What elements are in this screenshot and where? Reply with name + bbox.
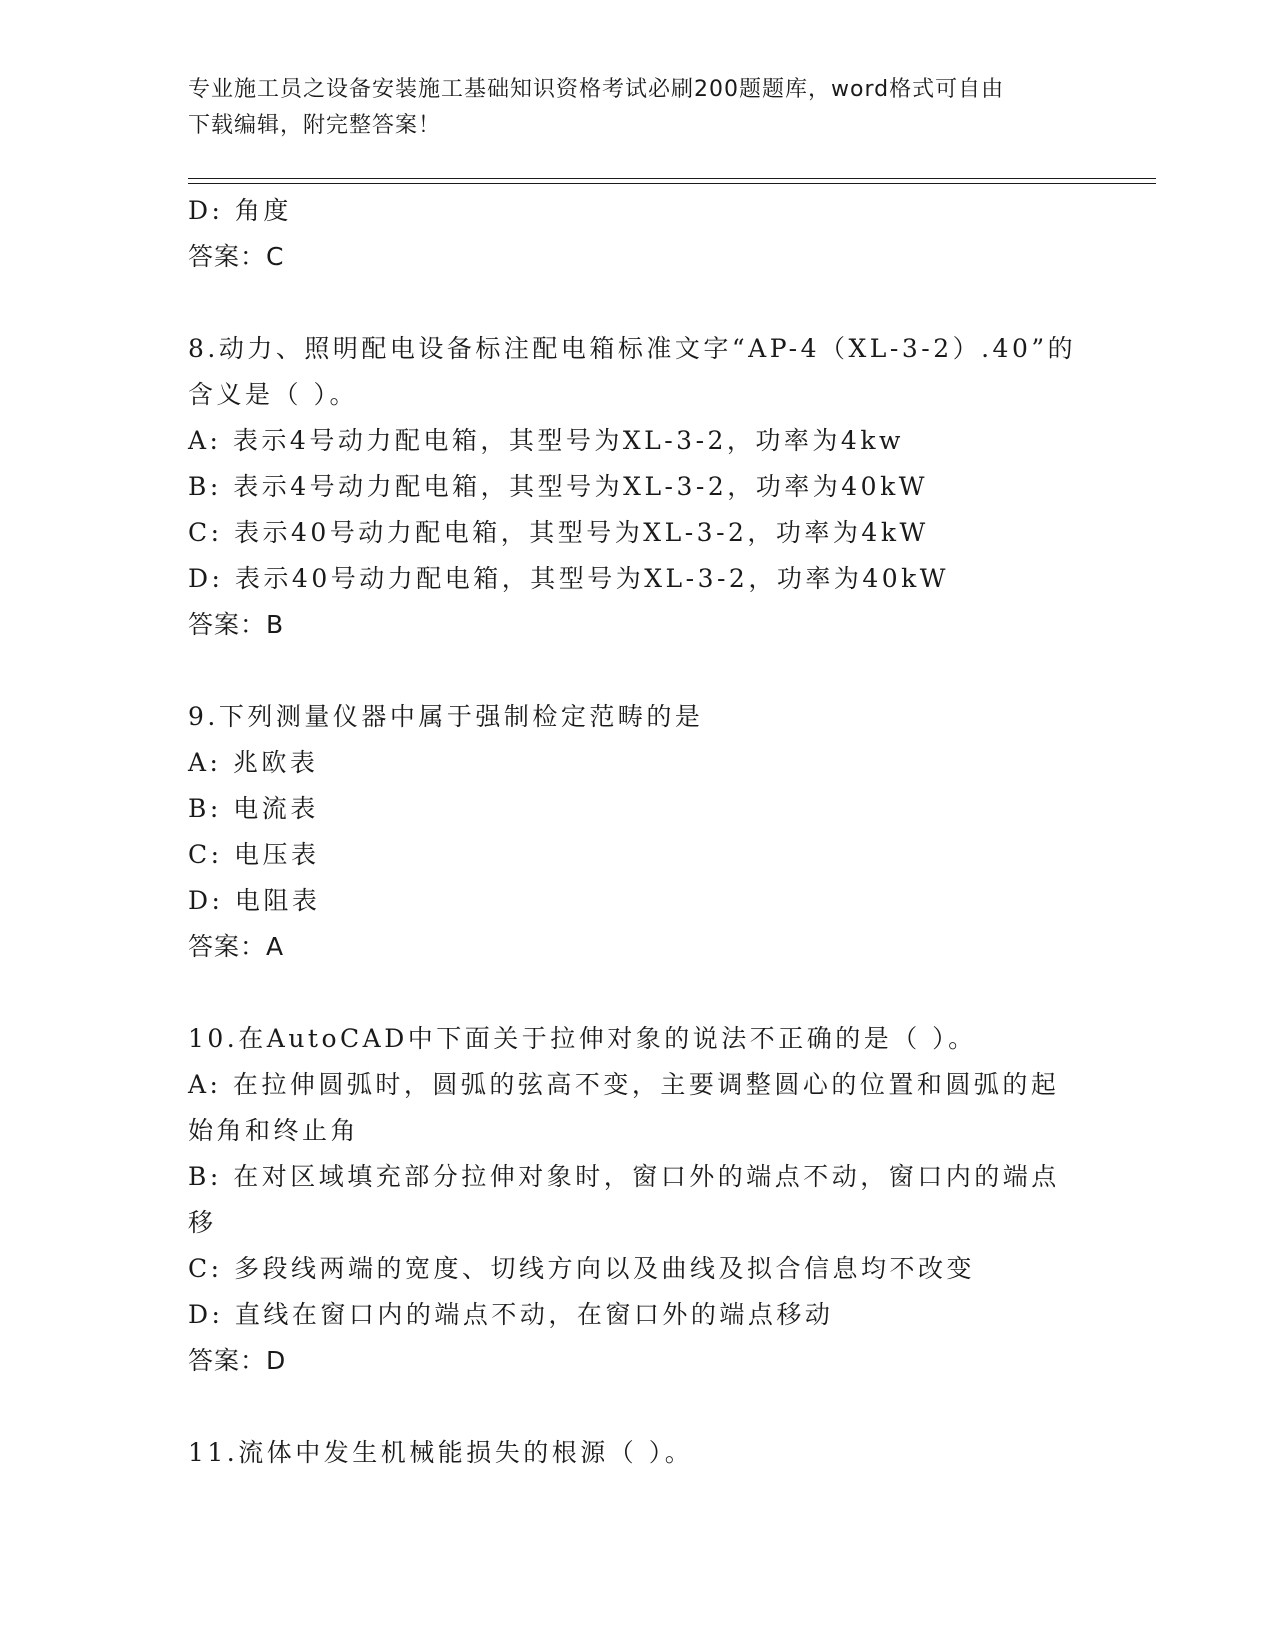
document-body	[188, 188, 1088, 1476]
header-double-rule	[188, 178, 1156, 184]
option-d: D: 电阻表	[188, 886, 321, 915]
header-line-1: 专业施工员之设备安装施工基础知识资格考试必刷200题题库，word格式可自由	[188, 77, 1005, 102]
question-9	[188, 694, 1088, 970]
option-a: A: 表示4号动力配电箱，其型号为XL-3-2，功率为4kw	[188, 426, 904, 455]
question-8	[188, 326, 1088, 648]
option-b: B: 电流表	[188, 794, 319, 823]
spacer	[188, 648, 1088, 694]
question-stem: 11.流体中发生机械能损失的根源（ ）。	[188, 1438, 694, 1467]
question-7-tail	[188, 188, 1088, 280]
question-11	[188, 1430, 1088, 1476]
option-b-continued: 移	[188, 1208, 217, 1237]
option-a: A: 兆欧表	[188, 748, 319, 777]
answer-line: 答案：B	[188, 610, 285, 639]
answer-line: 答案：C	[188, 242, 285, 271]
option-a-continued: 始角和终止角	[188, 1116, 360, 1145]
option-d: D: 表示40号动力配电箱，其型号为XL-3-2，功率为40kW	[188, 564, 949, 593]
question-stem: 10.在AutoCAD中下面关于拉伸对象的说法不正确的是（ ）。	[188, 1024, 977, 1053]
option-c: C: 表示40号动力配电箱，其型号为XL-3-2，功率为4kW	[188, 518, 929, 547]
option-d: D: 直线在窗口内的端点不动，在窗口外的端点移动	[188, 1300, 834, 1329]
option-c: C: 电压表	[188, 840, 320, 869]
option-a: A: 在拉伸圆弧时，圆弧的弦高不变，主要调整圆心的位置和圆弧的起	[188, 1070, 1060, 1099]
question-stem-continued: 含义是（ ）。	[188, 380, 358, 409]
option-d: D: 角度	[188, 196, 292, 225]
answer-line: 答案：A	[188, 932, 285, 961]
spacer	[188, 1384, 1088, 1430]
option-b: B: 在对区域填充部分拉伸对象时，窗口外的端点不动，窗口内的端点	[188, 1162, 1060, 1191]
header-line-2: 下载编辑，附完整答案！	[188, 113, 442, 138]
page-header	[188, 72, 1068, 144]
spacer	[188, 280, 1088, 326]
option-c: C: 多段线两端的宽度、切线方向以及曲线及拟合信息均不改变	[188, 1254, 976, 1283]
answer-line: 答案：D	[188, 1346, 287, 1375]
option-b: B: 表示4号动力配电箱，其型号为XL-3-2，功率为40kW	[188, 472, 928, 501]
question-stem: 8.动力、照明配电设备标注配电箱标准文字“AP-4（XL-3-2）.40”的	[188, 334, 1077, 363]
question-10	[188, 1016, 1088, 1384]
spacer	[188, 970, 1088, 1016]
question-stem: 9.下列测量仪器中属于强制检定范畴的是	[188, 702, 704, 731]
